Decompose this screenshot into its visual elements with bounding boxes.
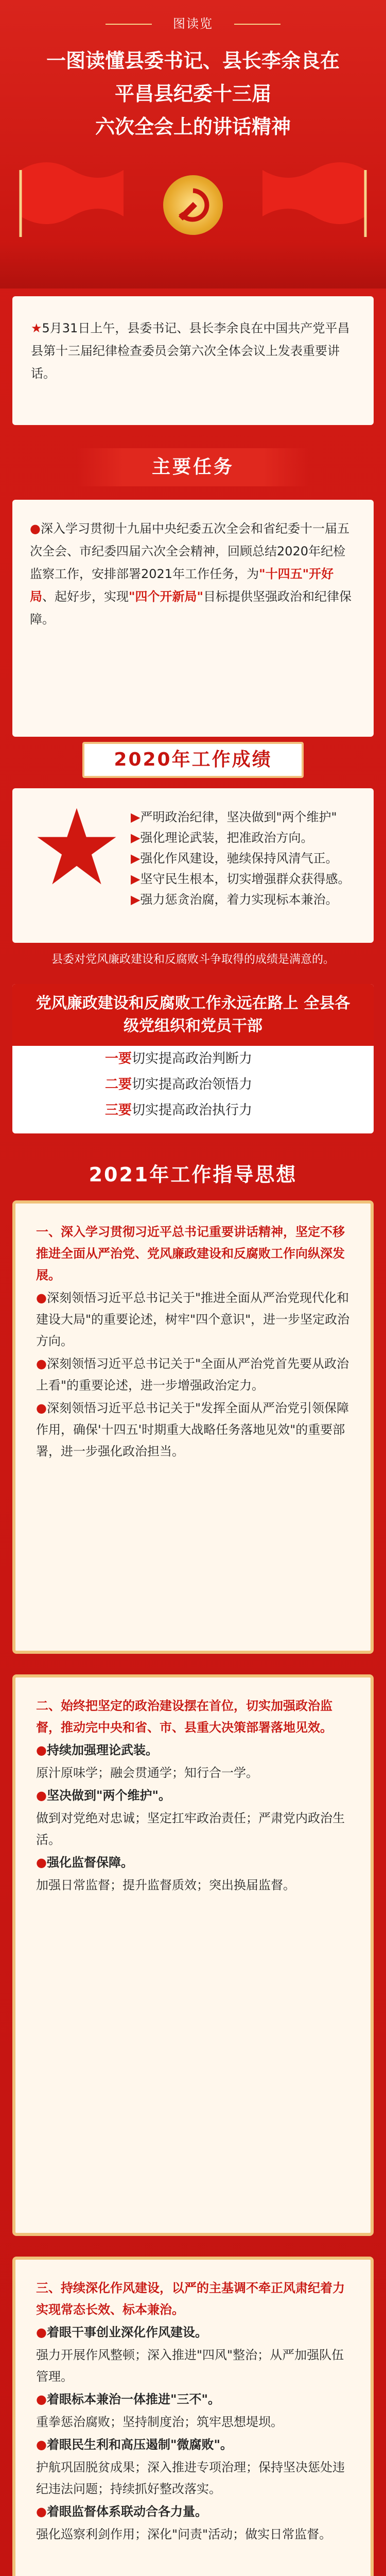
header-tag: 图读览 [173, 16, 213, 31]
section-point: ●深刻领悟习近平总书记关于"推进全面从严治党现代化和建设大局"的重要论述，树牢"四个意识"，进一步坚定政治方向。 [36, 1291, 350, 1348]
achieve-item: ▶强化理论武装，把准政治方向。 [131, 831, 313, 845]
guide-section-3 [12, 2257, 374, 2576]
title-line-2: 平昌县纪委十三届 [114, 82, 271, 105]
header [0, 0, 386, 289]
section-point: ●深刻领悟习近平总书记关于"全面从严治党首先要从政治上看"的重要论述，进一步增强政治定力。 [36, 1357, 349, 1393]
achieve-item: ▶严明政治纪律，坚决做到"两个维护" [131, 810, 337, 824]
section-detail: 强力开展作风整顿；深入推进"四风"整治；从严加强队伍管理。 [36, 2348, 344, 2384]
section-point: ●着眼监督体系联动合各力量。 [36, 2504, 207, 2519]
title-line-1: 一图读懂县委书记、县长李余良在 [46, 49, 340, 72]
guide-title: 2021年工作指导思想 [89, 1163, 297, 1186]
intro-text: ★5月31日上午，县委书记、县长李余良在中国共产党平昌县第十三届纪律检查委员会第六次全体会议上发表重要讲话。 [31, 321, 350, 381]
guide-section-1 [12, 1200, 374, 1654]
title-line-3: 六次全会上的讲话精神 [95, 115, 291, 138]
achieve-summary: 县委对党风廉政建设和反腐败斗争取得的成绩是满意的。 [51, 953, 335, 966]
star-icon: ● [30, 521, 41, 536]
section-point: ●深刻领悟习近平总书记关于"发挥全面从严治党引领保障作用，确保'十四五'时期重大战略任务落地见效"的重要部署，进一步强化政治担当。 [36, 1401, 349, 1459]
section-detail: 护航巩固脱贫成果；深入推进专项治理；保持坚决惩处违纪违法问题；持续抓好整改落实。 [36, 2460, 345, 2496]
guide-section-2 [12, 1674, 374, 2236]
achieve-item: ▶坚守民生根本，切实增强群众获得感。 [131, 872, 350, 886]
tasks-text: ●深入学习贯彻十九届中央纪委五次全会和省纪委十一届五次全会、市纪委四届六次全会精神，回顾总结2020年纪检监察工作，安排部署2021年工作任务，为"十四五"开好局、起好步，实现"四个开新局"目标提供坚强政治和纪律保障。 [30, 521, 352, 626]
section-point: ●持续加强理论武装。 [36, 1743, 158, 1757]
page-title [15, 44, 371, 143]
section-detail: 原汁原味学；融会贯通学；知行合一学。 [36, 1766, 258, 1780]
section-point: ●着眼标本兼治一体推进"三不"。 [36, 2392, 220, 2406]
section-point: ●坚决做到"两个维护"。 [36, 1788, 171, 1803]
tiananmen-decoration [0, 242, 386, 289]
section-heading: 三、持续深化作风建设，以严的主基调不牵正风肃纪着力实现常态长效、标本兼治。 [36, 2281, 345, 2317]
achieve-card [12, 788, 374, 943]
red-flag-icon [257, 155, 371, 237]
leadership-item: 二要切实提高政治领悟力 [105, 1077, 253, 1092]
party-emblem-icon [163, 175, 223, 235]
star-icon: ★ [31, 321, 42, 335]
section-point: ●着眼民生利和高压遏制"微腐败"。 [36, 2437, 233, 2452]
section-heading: 二、始终把坚定的政治建设摆在首位，切实加强政治监督，推动完中央和省、市、县重大决策部署落地见效。 [36, 1699, 332, 1735]
intro-card [12, 296, 374, 425]
section-point: ●着眼干事创业深化作风建设。 [36, 2325, 207, 2340]
tasks-card [12, 500, 374, 737]
section-detail: 强化巡察利剑作用；深化"问责"活动；做实日常监督。 [36, 2527, 332, 2541]
achieve-title: 2020年工作成绩 [82, 742, 304, 778]
leadership-item: 一要切实提高政治判断力 [105, 1051, 253, 1066]
leadership-card [12, 984, 374, 1133]
divider [106, 24, 152, 25]
divider [234, 24, 280, 25]
section-heading: 一、深入学习贯彻习近平总书记重要讲话精神，坚定不移推进全面从严治党、党风廉政建设和反腐败工作向纵深发展。 [36, 1225, 345, 1282]
achieve-item: ▶强化作风建设，驰续保持风清气正。 [131, 851, 338, 866]
achieve-item: ▶强力惩贪治腐，着力实现标本兼治。 [131, 892, 338, 907]
section-point: ●强化监督保障。 [36, 1855, 133, 1870]
section-detail: 加强日常监督；提升监督质效；突出换届监督。 [36, 1878, 295, 1892]
red-flag-icon [15, 155, 129, 237]
star-icon [33, 804, 120, 891]
section-detail: 重拳惩治腐败；坚持制度治；筑牢思想堤坝。 [36, 2415, 283, 2429]
leadership-item: 三要切实提高政治执行力 [105, 1103, 253, 1118]
tasks-title: 主要任务 [77, 448, 309, 486]
leadership-head: 党风廉政建设和反腐败工作永远在路上 全县各级党组织和党员干部 [12, 984, 374, 1046]
section-detail: 做到对党绝对忠诚；坚定扛牢政治责任；严肃党内政治生活。 [36, 1811, 345, 1847]
